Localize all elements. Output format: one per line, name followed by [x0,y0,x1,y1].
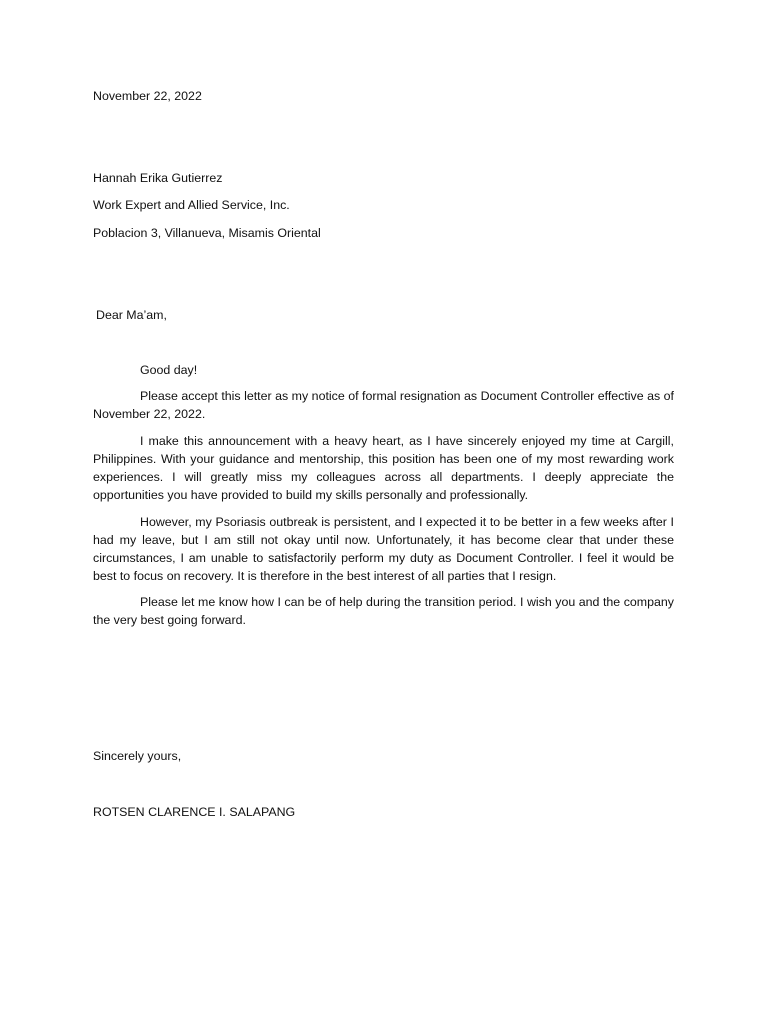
body-paragraph: Please accept this letter as my notice of formal resignation as Document Controller effective as of November 22, 2022. [93,389,674,421]
body-paragraph: However, my Psoriasis outbreak is persistent, and I expected it to be better in a few weeks after I had my leave, but I am still not okay until now. Unfortunately, it has become clear that under these circumstances, I am unable to satisfactorily perform my duty as Document Controller. I feel it would be best to focus on recovery. It is therefore in the best interest of all parties that I resign. [93,515,674,583]
closing: Sincerely yours, [93,749,182,763]
body-paragraph: I make this announcement with a heavy heart, as I have sincerely enjoyed my time at Cargill, Philippines. With your guidance and mentorship, this position has been one of my most rewarding work experiences. I will greatly miss my colleagues across all departments. I deeply appreciate the opportunities you have provided to build my skills personally and professionally. [93,434,674,502]
recipient-name: Hannah Erika Gutierrez [93,171,223,185]
greeting: Good day! [140,363,198,377]
recipient-company: Work Expert and Allied Service, Inc. [93,198,290,212]
salutation: Dear Ma’am, [96,308,167,322]
recipient-address: Poblacion 3, Villanueva, Misamis Oriental [93,226,321,240]
letter-date: November 22, 2022 [93,89,202,103]
signatory-name: ROTSEN CLARENCE I. SALAPANG [93,805,296,819]
body-paragraph: Please let me know how I can be of help during the transition period. I wish you and the company the very best going forward. [93,595,674,627]
